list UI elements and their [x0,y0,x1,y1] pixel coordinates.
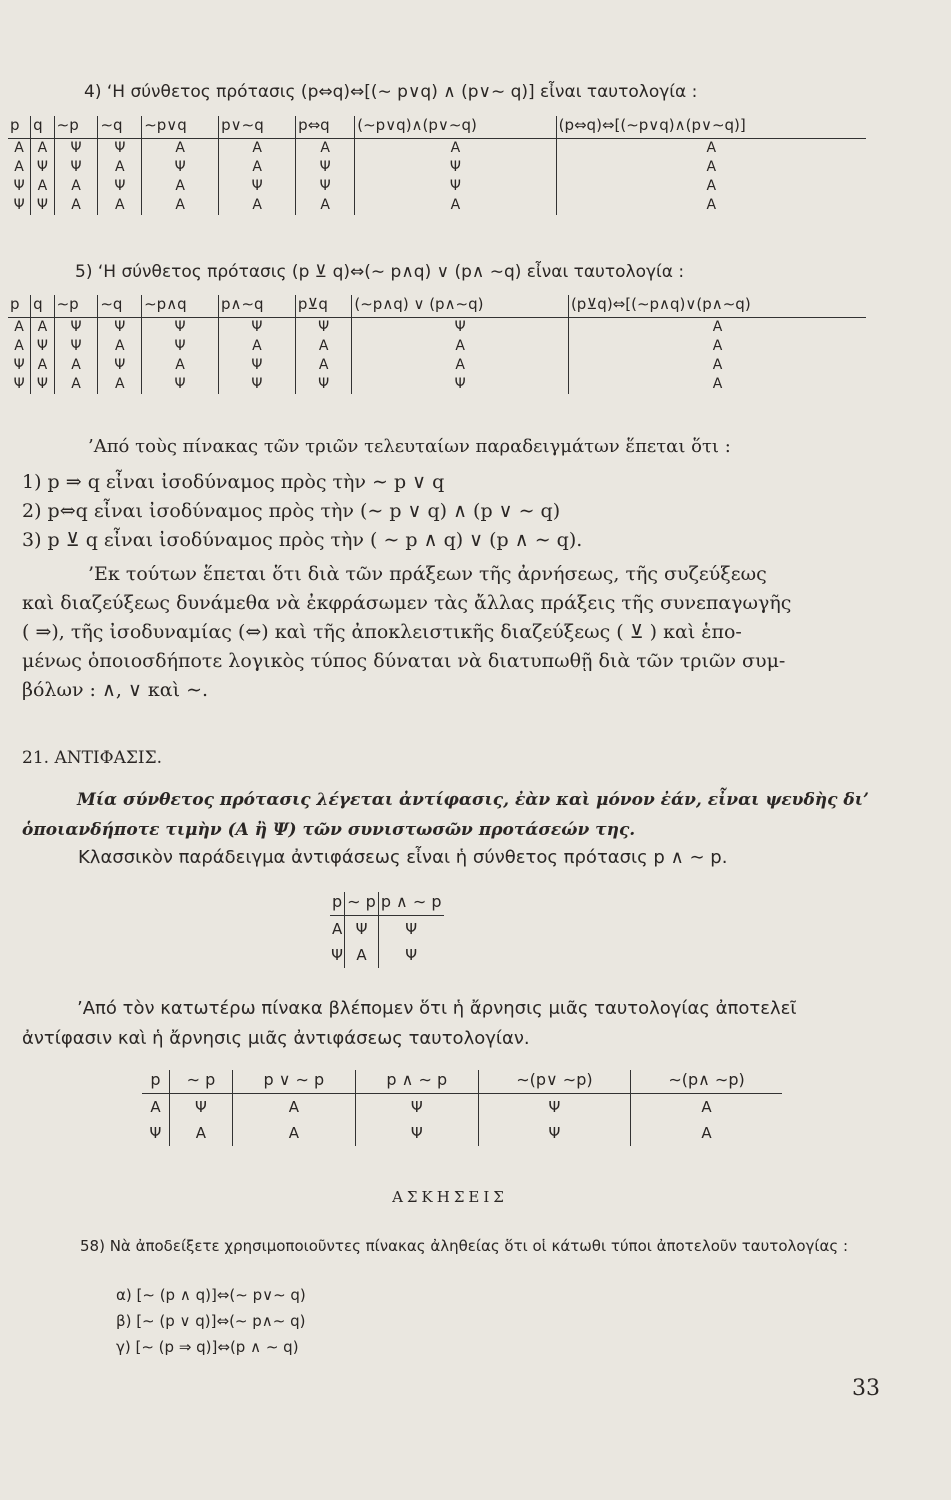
column-header: p ∧ ∼ p [378,892,443,916]
table-cell: Ψ [296,177,355,196]
symbols-paragraph [22,560,872,705]
table-cell: Ψ [98,139,142,159]
column-header: p [8,116,31,139]
table-cell: Α [54,356,98,375]
table-cell: Ψ [345,916,379,943]
table-cell: Ψ [352,375,569,394]
table-cell: Α [142,196,219,215]
table-cell: Ψ [13,376,25,392]
table-cell: Ψ [378,942,443,968]
table-cell: Α [556,177,866,196]
table-cell: Ψ [98,177,142,196]
column-header: p ∨ ∼ p [232,1070,355,1094]
table-cell: Ψ [54,318,98,338]
table-cell: Ψ [295,375,352,394]
table-cell: Α [352,356,569,375]
column-header: q [31,116,54,139]
table-cell: Α [54,375,98,394]
table-cell: Ψ [142,337,219,356]
column-header: p [142,1070,169,1094]
table-cell: Ψ [98,318,142,338]
column-header: p ∧ ∼ p [355,1070,478,1094]
table-cell: Ψ [13,357,25,373]
section-5-heading: 5) ‘Η σύνθετος πρότασις (p ⊻ q)⇔(∼ p∧q) ∨ (p∧ ∼q) εἶναι ταυτολογία : [75,262,685,282]
table-cell: Ψ [54,337,98,356]
truth-table-5 [8,295,866,394]
table-cell: Α [296,196,355,215]
table-cell: Ψ [296,158,355,177]
table-cell: Ψ [355,1120,478,1146]
table-cell: Ψ [31,158,54,177]
table-cell: Α [98,337,142,356]
table-cell: Α [14,319,24,335]
exercise-item-a: α) [∼ (p ∧ q)]⇔(∼ p∨∼ q) [116,1286,306,1304]
column-header: ∼p [54,295,98,318]
table-cell: Α [232,1120,355,1146]
table-cell: Ψ [142,158,219,177]
table-cell: Α [14,338,24,354]
table-cell: Ψ [478,1120,630,1146]
table-row [330,942,444,968]
column-header: (∼p∨q)∧(p∨∼q) [355,116,556,139]
table-cell: Α [219,158,296,177]
equivalence-2: 2) p⇔q εἶναι ἰσοδύναμος πρὸς τὴν (∼ p ∨ q) ∧ (p ∨ ∼ q) [22,500,561,522]
table-cell: Α [150,1098,161,1116]
negation-text: ’Από τὸν κατωτέρω πίνακα βλέπομεν ὅτι ἡ ἄρνησις μιᾶς ταυτολογίας ἀποτελεῖ ἀντίφασιν καὶ ἡ ἄρνησις μιᾶς ἀντιφάσεως ταυτολογίαν. [22,998,797,1049]
column-header: (p⇔q)⇔[(∼p∨q)∧(p∨∼q)] [556,116,866,139]
table-row [8,356,866,375]
column-header: ∼(p∧ ∼p) [631,1070,782,1094]
table-cell: Ψ [478,1094,630,1121]
table-cell: Ψ [218,318,295,338]
column-header: ∼(p∨ ∼p) [478,1070,630,1094]
column-header: p⇔q [296,116,355,139]
table-cell: Α [14,140,24,156]
table-cell: Α [169,1120,232,1146]
column-header: p [330,892,345,916]
table-row [330,916,444,943]
table-cell: Α [556,196,866,215]
column-header: p∧∼q [218,295,295,318]
table-cell: Ψ [142,318,219,338]
table-cell: Α [556,139,866,159]
table-cell: Α [31,318,54,338]
column-header: ∼ p [169,1070,232,1094]
table-row [8,139,866,159]
section-21-title: 21. ΑΝΤΙΦΑΣΙΣ. [22,748,163,768]
table-cell: Α [295,337,352,356]
table-row [8,196,866,215]
equivalence-3: 3) p ⊻ q εἶναι ἰσοδύναμος πρὸς τὴν ( ∼ p ∧ q) ∨ (p ∧ ∼ q). [22,529,583,551]
table-row [8,318,866,338]
table-cell: Ψ [378,916,443,943]
table-cell: Ψ [331,946,343,964]
table-cell: Ψ [355,1094,478,1121]
table-cell: Α [331,920,343,938]
table-cell: Ψ [169,1094,232,1121]
table-cell: Α [355,139,556,159]
table-cell: Ψ [13,178,25,194]
table-cell: Ψ [295,318,352,338]
table-cell: Α [568,337,866,356]
column-header: p⊻q [295,295,352,318]
classic-example: Κλασσικὸν παράδειγμα ἀντιφάσεως εἶναι ἡ σύνθετος πρότασις p ∧ ∼ p. [78,847,728,868]
contradiction-table [330,892,444,968]
table-cell: Ψ [218,356,295,375]
table-cell: Ψ [98,356,142,375]
exercise-58: 58) Νὰ ἀποδείξετε χρησιμοποιοῦντες πίνακας ἀληθείας ὅτι οἱ κάτωθι τύποι ἀποτελοῦν ταυτολογίας : [80,1237,849,1255]
table-cell: Ψ [13,197,25,213]
table-cell: Ψ [31,337,54,356]
column-header: q [31,295,54,318]
column-header: ∼q [98,116,142,139]
column-header: ∼ p [345,892,379,916]
table-row [8,337,866,356]
table-cell: Α [568,356,866,375]
table-cell: Α [219,196,296,215]
table-cell: Α [31,356,54,375]
equivalence-1: 1) p ⇒ q εἶναι ἰσοδύναμος πρὸς τὴν ∼ p ∨ q [22,471,445,493]
paragraph-line: καὶ διαζεύξεως δυνάμεθα νὰ ἐκφράσωμεν τὰς ἄλλας πράξεις τῆς συνεπαγωγῆς [22,592,792,614]
table-cell: Α [31,139,54,159]
exercise-item-b: β) [∼ (p ∨ q)]⇔(∼ p∧∼ q) [116,1312,306,1330]
column-header: ∼p∨q [142,116,219,139]
paragraph-line: ’Εκ τούτων ἕπεται ὅτι διὰ τῶν πράξεων τῆς ἀρνήσεως, τῆς συζεύξεως [88,563,767,585]
table-cell: Α [218,337,295,356]
paragraph-line: βόλων : ∧, ∨ καὶ ∼. [22,679,209,701]
table-cell: Ψ [54,158,98,177]
intro-text: ’Από τοὺς πίνακας τῶν τριῶν τελευταίων παραδειγμάτων ἕπεται ὅτι : [88,436,731,457]
table-cell: Α [345,942,379,968]
column-header: ∼p∧q [142,295,219,318]
column-header: (∼p∧q) ∨ (p∧∼q) [352,295,569,318]
table-cell: Ψ [142,375,219,394]
table-cell: Ψ [149,1124,162,1142]
table-cell: Α [142,356,219,375]
table-cell: Α [296,139,355,159]
negation-table [142,1070,782,1146]
column-header: p [8,295,31,318]
table-cell: Α [54,177,98,196]
table-row [142,1094,782,1121]
contradiction-definition: Μία σύνθετος πρότασις λέγεται ἀντίφασις, ἐὰν καὶ μόνον ἐάν, εἶναι ψευδὴς δι’ ὁποιανδήποτε τιμὴν (Α ἢ Ψ) τῶν συνιστωσῶν προτάσεών της. [22,790,869,840]
column-header: ∼q [98,295,142,318]
section-4-heading: 4) ‘Η σύνθετος πρότασις (p⇔q)⇔[(∼ p∨q) ∧ (p∨∼ q)] εἶναι ταυτολογία : [84,82,698,102]
table-cell: Α [631,1094,782,1121]
paragraph-line: ( ⇒), τῆς ἰσοδυναμίας (⇔) καὶ τῆς ἀποκλειστικῆς διαζεύξεως ( ⊻ ) καὶ ἑπο- [22,621,742,643]
exercise-item-c: γ) [∼ (p ⇒ q)]⇔(p ∧ ∼ q) [116,1338,299,1356]
column-header: ∼p [54,116,98,139]
table-row [8,158,866,177]
paragraph-line: μένως ὁποιοσδήποτε λογικὸς τύπος δύναται νὰ διατυπωθῇ διὰ τῶν τριῶν συμ- [22,650,786,672]
table-cell: Ψ [355,158,556,177]
table-cell: Α [568,318,866,338]
table-cell: Α [631,1120,782,1146]
table-cell: Α [142,139,219,159]
table-cell: Α [98,158,142,177]
table-cell: Α [556,158,866,177]
table-cell: Α [355,196,556,215]
page-number: 33 [852,1376,880,1401]
table-cell: Ψ [31,375,54,394]
table-cell: Α [352,337,569,356]
table-cell: Ψ [218,375,295,394]
table-cell: Α [98,375,142,394]
table-row [8,177,866,196]
column-header: (p⊻q)⇔[(∼p∧q)∨(p∧∼q) [568,295,866,318]
table-cell: Α [568,375,866,394]
table-cell: Α [232,1094,355,1121]
table-row [8,375,866,394]
table-cell: Α [219,139,296,159]
table-cell: Ψ [54,139,98,159]
table-cell: Α [98,196,142,215]
table-cell: Ψ [31,196,54,215]
truth-table-4 [8,116,866,215]
table-cell: Ψ [219,177,296,196]
table-cell: Α [14,159,24,175]
table-cell: Α [31,177,54,196]
table-cell: Ψ [352,318,569,338]
table-cell: Α [54,196,98,215]
table-cell: Ψ [355,177,556,196]
table-cell: Α [295,356,352,375]
table-row [142,1120,782,1146]
column-header: p∨∼q [219,116,296,139]
table-cell: Α [142,177,219,196]
exercises-title: ΑΣΚΗΣΕΙΣ [392,1188,508,1206]
